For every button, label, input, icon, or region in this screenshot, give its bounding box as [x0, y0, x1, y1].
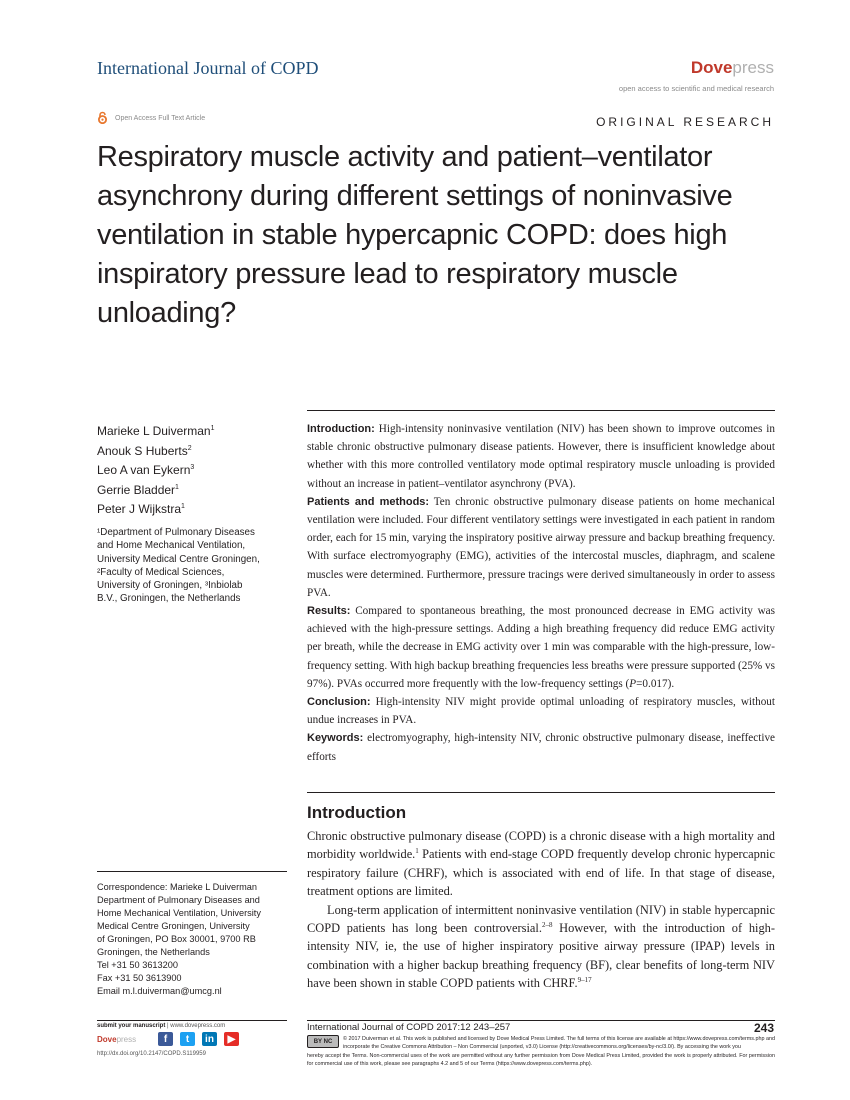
license-text-continued: hereby accept the Terms. Non-commercial uses of the work are permitted without any further permission from Dove Medical Press Limited, provided the work is properly attributed. For permission for commercial use of this work, please see paragraphs 4.2 and 5 of our Terms (https://www.dovepress.com/terms.php).: [307, 1053, 775, 1068]
citation-ref[interactable]: 2–8: [541, 920, 553, 929]
affiliation-line: ²Faculty of Medical Sciences,: [97, 566, 225, 578]
publisher-tagline: open access to scientific and medical research: [618, 84, 774, 93]
author-list: [97, 422, 292, 520]
social-links: [158, 1032, 239, 1046]
creative-commons-badge[interactable]: BY NC: [307, 1035, 339, 1048]
abstract-text: High-intensity noninvasive ventilation (NIV) has been shown to improve outcomes in stable chronic obstructive pulmonary disease patients. However, there is insufficient knowledge about whether with this more controlled ventilatory mode optimal respiratory muscle unloading is provided without an increase in patient–ventilator asynchrony (PVA).: [307, 423, 775, 490]
affiliation-line: University of Groningen, ³Inbiolab: [97, 580, 243, 592]
author: [97, 422, 292, 442]
doi-link[interactable]: http://dx.doi.org/10.2147/COPD.S119959: [97, 1051, 206, 1057]
paragraph-text: However, with the introduction of high-intensity NIV, ie, the use of higher inspiratory positive airway pressure (IPAP) levels in combination with a higher backup breathing frequency (BF), clear benefits of long-term NIV have been shown in stable COPD patients with CHRF.: [307, 921, 776, 991]
author-name: Leo A van Eykern: [97, 463, 191, 477]
correspondence-divider: [97, 871, 287, 872]
correspondence-line: Correspondence: Marieke L Duiverman: [97, 882, 258, 892]
abstract-text: High-intensity NIV might provide optimal unloading of respiratory muscles, without undue increases in PVA.: [307, 696, 775, 727]
correspondence-phone: Tel +31 50 3613200: [97, 960, 178, 970]
author-affiliation-mark: 2: [187, 444, 192, 452]
youtube-icon[interactable]: ▶: [224, 1032, 239, 1046]
footer-divider-right: [307, 1020, 775, 1021]
abstract-text: =0.017).: [636, 677, 675, 690]
citation-ref[interactable]: 9–17: [577, 976, 592, 985]
author: [97, 442, 292, 462]
citation-ref[interactable]: 1: [415, 847, 419, 856]
abstract-results: [307, 602, 775, 693]
correspondence-fax: Fax +31 50 3613900: [97, 973, 182, 983]
author-affiliation-mark: 1: [210, 425, 215, 432]
author-name: Peter J Wijkstra: [97, 502, 182, 516]
footer-dovepress-logo[interactable]: [97, 1035, 136, 1044]
correspondence-line: of Groningen, PO Box 30001, 9700 RB: [97, 934, 256, 944]
paragraph-text: Patients with end-stage COPD frequently develop chronic hypercapnic respiratory failure (CHRF), which is associated with end of life. In that stage of disease, treatment options are limited.: [307, 847, 775, 899]
submit-site: | www.dovepress.com: [165, 1023, 226, 1029]
article-type: ORIGINAL RESEARCH: [596, 115, 774, 129]
twitter-icon[interactable]: t: [180, 1032, 195, 1046]
author-affiliation-mark: 1: [181, 503, 185, 510]
facebook-icon[interactable]: f: [158, 1032, 173, 1046]
paragraph: [307, 827, 775, 901]
abstract-top-divider: [307, 410, 775, 411]
affiliation-line: and Home Mechanical Ventilation,: [97, 540, 246, 552]
author: [97, 461, 292, 481]
affiliation-line: B.V., Groningen, the Netherlands: [97, 593, 241, 605]
introduction-body: [307, 827, 775, 993]
open-access-label: Open Access Full Text Article: [115, 115, 206, 122]
author-name: Anouk S Huberts: [97, 443, 188, 458]
abstract-label: Results:: [307, 605, 351, 618]
abstract-methods: [307, 493, 775, 602]
license-text: © 2017 Duiverman et al. This work is published and licensed by Dove Medical Press Limited. The full terms of this license are available at https://www.dovepress.com/terms.php and incorporate the Creative Commons Attribution – Non Commercial (unported, v3.0) License (http://creativecommons.org/licenses/by-nc/3.0/). By accessing the work you: [343, 1036, 775, 1051]
abstract-text: Compared to spontaneous breathing, the most pronounced decrease in EMG activity was achieved with the high-pressure settings. Adding a high breathing frequency did reduce EMG activity per breath, while the decrease in EMG activity over 1 min was comparable with the high-pressure, low-frequency setting. With high backup breathing frequencies less breaths were pressure supported (25% vs 97%). PVAs occurred more frequently with the low-frequency settings (: [307, 605, 775, 690]
affiliation-line: ¹Department of Pulmonary Diseases: [97, 527, 255, 538]
abstract-bottom-divider: [307, 792, 775, 793]
author-affiliation-mark: 1: [175, 483, 179, 491]
abstract: [307, 420, 775, 766]
linkedin-icon[interactable]: in: [202, 1032, 217, 1046]
footer-logo-press: press: [116, 1035, 137, 1044]
submit-label: submit your manuscript: [97, 1023, 166, 1029]
abstract-keywords: [307, 729, 775, 765]
author: [97, 481, 292, 501]
article-title: Respiratory muscle activity and patient–ventilator asynchrony during different settings of noninvasive ventilation in stable hypercapnic COPD: does high inspiratory pressure lead to respiratory muscle unloading?: [97, 141, 733, 329]
submit-manuscript-link[interactable]: [97, 1023, 225, 1029]
dovepress-logo-press: press: [732, 58, 774, 77]
abstract-conclusion: [307, 693, 775, 729]
footer-divider-left: [97, 1020, 287, 1021]
abstract-label: Patients and methods:: [307, 495, 430, 508]
paragraph-text: Long-term application of intermittent noninvasive ventilation (NIV) in stable hypercapnic COPD patients has long been controversial.: [307, 902, 775, 936]
abstract-text: electromyography, high-intensity NIV, chronic obstructive pulmonary disease, ineffective efforts: [307, 732, 776, 763]
affiliation-line: University Medical Centre Groningen,: [97, 553, 260, 565]
footer-logo-dove: Dove: [97, 1035, 117, 1044]
abstract-label: Conclusion:: [307, 696, 371, 709]
correspondence-line: Medical Centre Groningen, University: [97, 921, 250, 931]
abstract-introduction: [307, 420, 775, 493]
page-number: 243: [753, 1021, 774, 1035]
correspondence-line: Groningen, the Netherlands: [97, 947, 210, 957]
author-affiliation-mark: 3: [190, 464, 195, 471]
paragraph: [307, 901, 775, 993]
abstract-label: Keywords:: [307, 732, 364, 745]
author: [97, 500, 292, 520]
abstract-label: Introduction:: [307, 423, 375, 435]
dovepress-logo[interactable]: [691, 58, 774, 78]
dovepress-logo-dove: Dove: [690, 58, 733, 77]
correspondence-email[interactable]: Email m.l.duiverman@umcg.nl: [97, 986, 222, 996]
author-name: Gerrie Bladder: [97, 482, 176, 497]
open-access-icon: [97, 111, 108, 124]
correspondence-line: Home Mechanical Ventilation, University: [97, 908, 261, 918]
affiliations: [97, 526, 297, 606]
correspondence: [97, 881, 297, 998]
abstract-text: Ten chronic obstructive pulmonary disease patients on home mechanical ventilation were included. Four different ventilatory settings were investigated in each patient in random order, each for 15 min, varying the inspiratory positive airway pressure and backup breathing frequency. With surface electromyography (EMG), activities of the intercostal muscles, diaphragm, and scalene muscles were determined. Furthermore, pressure tracings were derived simultaneously in order to assess PVA.: [307, 495, 775, 599]
section-heading-introduction: Introduction: [307, 803, 407, 822]
paragraph-text: Chronic obstructive pulmonary disease (COPD) is a chronic disease with a high mortality and morbidity worldwide.: [307, 829, 775, 862]
author-name: Marieke L Duiverman: [97, 424, 211, 438]
citation-line: International Journal of COPD 2017:12 243–257: [307, 1022, 511, 1033]
p-value-symbol: P: [629, 677, 637, 690]
journal-title: International Journal of COPD: [97, 58, 319, 78]
correspondence-line: Department of Pulmonary Diseases and: [97, 895, 260, 905]
